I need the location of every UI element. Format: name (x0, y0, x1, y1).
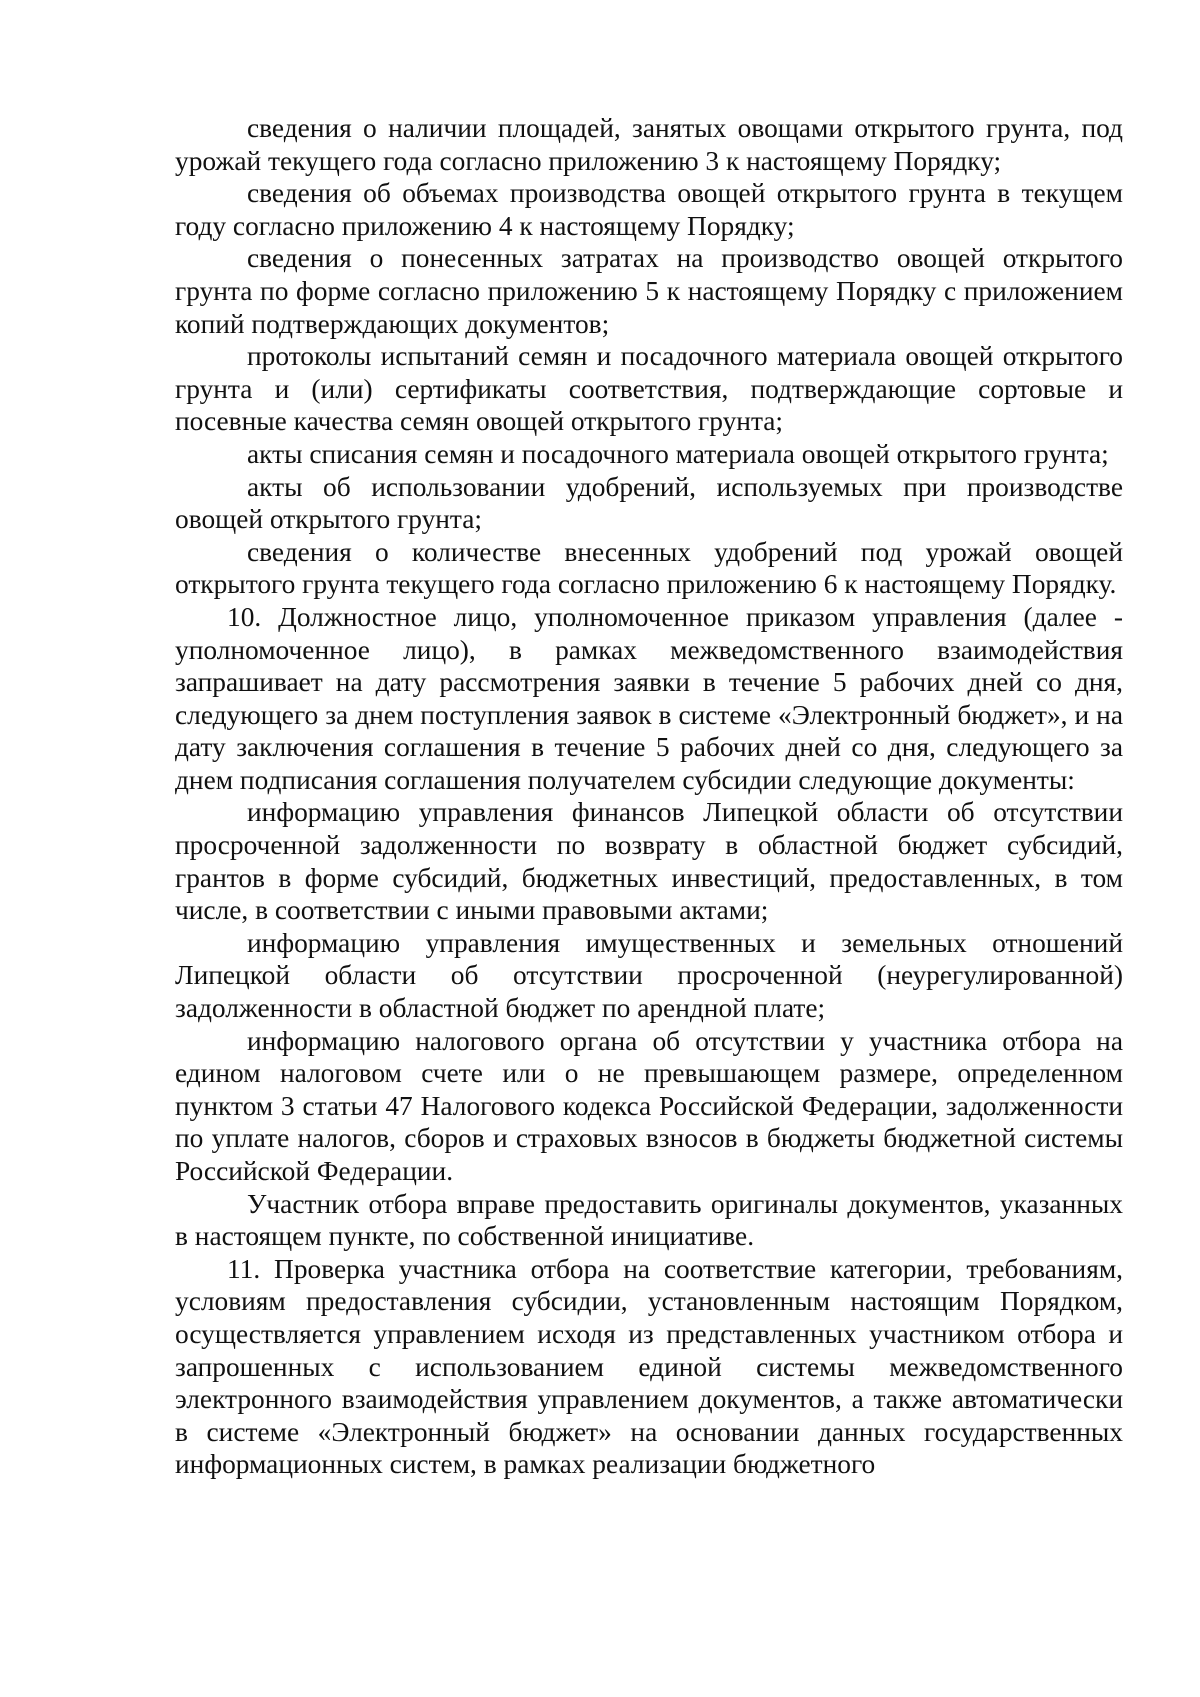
paragraph-property-department-info: информацию управления имущественных и земельных отношений Липецкой области об отсутствии просроченной (неурегулированной) задолженности в областной бюджет по арендной плате; (175, 927, 1123, 1024)
paragraph-finance-department-info: информацию управления финансов Липецкой области об отсутствии просроченной задолженности по возврату в областной бюджет субсидий, грантов в форме субсидий, бюджетных инвестиций, предоставленных, в том числе, в соответствии с иными правовыми актами; (175, 797, 1123, 926)
paragraph-clause-11: 11. Проверка участника отбора на соответствие категории, требованиям, условиям предоставления субсидии, установленным настоящим Порядком, осуществляется управлением исходя из представленных участником отбора и запрошенных с использованием единой системы межведомственного электронного взаимодействия управлением документов, а также автоматически в системе «Электронный бюджет» на основании данных государственных информационных систем, в рамках реализации бюджетного (175, 1253, 1123, 1480)
paragraph-seed-write-off-acts: акты списания семян и посадочного материала овощей открытого грунта; (247, 438, 1109, 469)
paragraph-originals-right: Участник отбора вправе предоставить оригиналы документов, указанных в настоящем пункте, по собственной инициативе. (175, 1188, 1123, 1252)
paragraph-fertilizer-use-acts: акты об использовании удобрений, используемых при производстве овощей открытого грунта; (175, 471, 1123, 535)
document-page (175, 112, 1123, 1481)
paragraph-open-ground-areas: сведения о наличии площадей, занятых овощами открытого грунта, под урожай текущего года согласно приложению 3 к настоящему Порядку; (175, 113, 1123, 176)
paragraph-fertilizer-quantity: сведения о количестве внесенных удобрений под урожай овощей открытого грунта текущего года согласно приложению 6 к настоящему Порядку. (175, 536, 1123, 600)
paragraph-seed-test-protocols: протоколы испытаний семян и посадочного материала овощей открытого грунта и (или) сертификаты соответствия, подтверждающие сортовые и посевные качества семян овощей открытого грунта; (175, 341, 1123, 437)
paragraph-production-volumes: сведения об объемах производства овощей открытого грунта в текущем году согласно приложению 4 к настоящему Порядку; (175, 178, 1123, 241)
paragraph-production-costs: сведения о понесенных затратах на производство овощей открытого грунта по форме согласно приложению 5 к настоящему Порядку с приложением копий подтверждающих документов; (175, 243, 1123, 339)
paragraph-tax-authority-info: информацию налогового органа об отсутствии у участника отбора на едином налоговом счете или о не превышающем размере, определенном пунктом 3 статьи 47 Налогового кодекса Российской Федерации, задолженности по уплате налогов, сборов и страховых взносов в бюджеты бюджетной системы Российской Федерации. (175, 1025, 1123, 1186)
paragraph-clause-10: 10. Должностное лицо, уполномоченное приказом управления (далее - уполномоченное лицо), в рамках межведомственного взаимодействия запрашивает на дату рассмотрения заявки в течение 5 рабочих дней со дня, следующего за днем поступления заявок в системе «Электронный бюджет», и на дату заключения соглашения в течение 5 рабочих дней со дня, следующего за днем подписания соглашения получателем субсидии следующие документы: (175, 601, 1123, 795)
